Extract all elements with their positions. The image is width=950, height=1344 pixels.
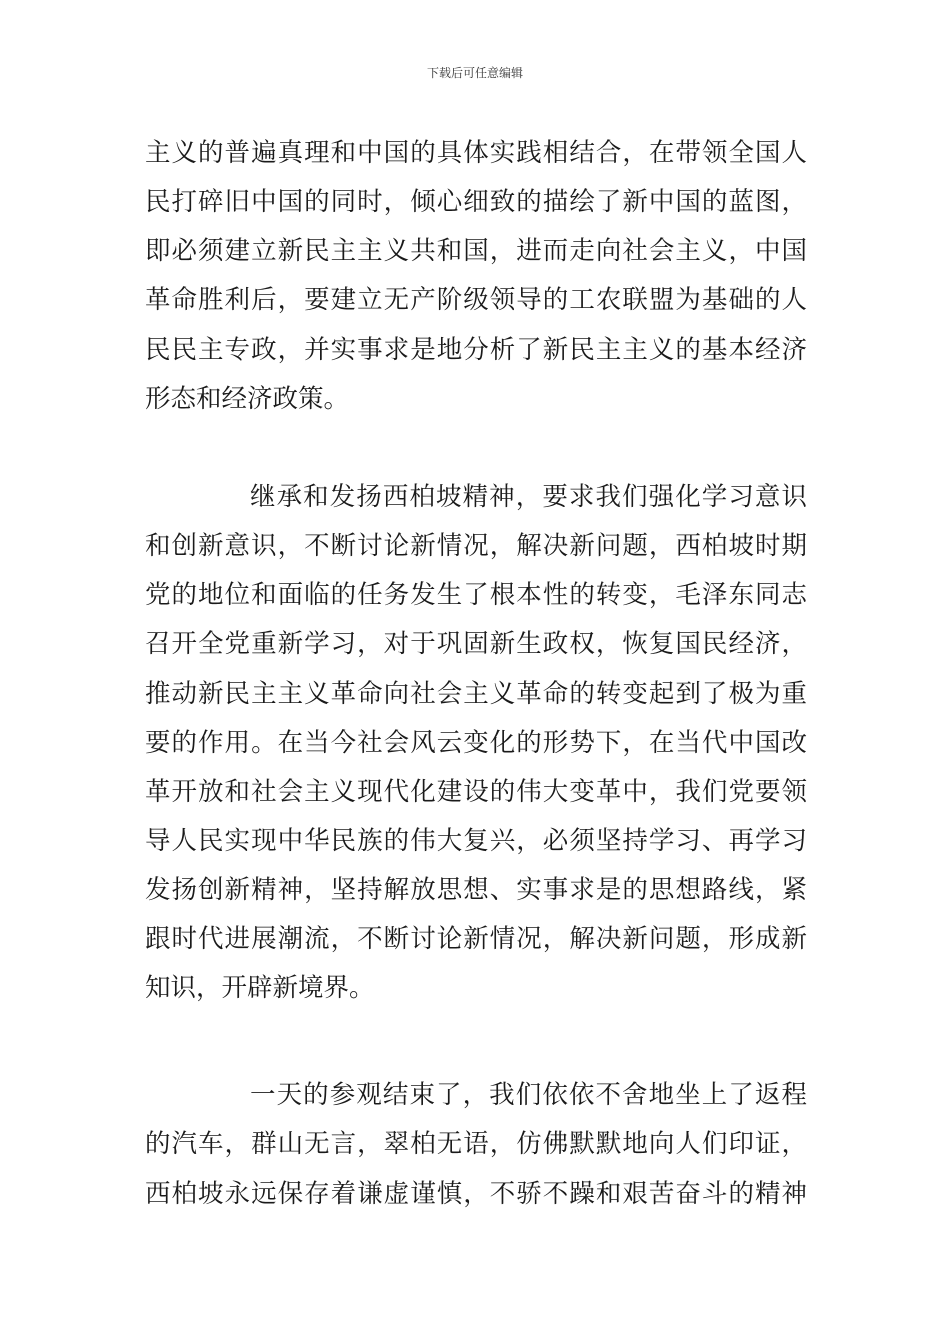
text-line: 推动新民主主义革命向社会主义革命的转变起到了极为重 [145,679,807,709]
text-line: 跟时代进展潮流，不断讨论新情况，解决新问题，形成新 [145,924,807,954]
text-line: 即必须建立新民主主义共和国，进而走向社会主义，中国 [145,236,807,266]
text-line: 的汽车，群山无言，翠柏无语，仿佛默默地向人们印证， [145,1129,807,1159]
text-line: 要的作用。在当今社会风云变化的形势下，在当代中国改 [145,728,807,758]
text-line: 一天的参观结束了，我们依依不舍地坐上了返程 [250,1080,807,1110]
text-line: 形态和经济政策。 [145,384,350,414]
text-line: 革开放和社会主义现代化建设的伟大变革中，我们党要领 [145,777,807,807]
text-line: 民民主专政，并实事求是地分析了新民主主义的基本经济 [145,335,807,365]
text-line: 民打碎旧中国的同时，倾心细致的描绘了新中国的蓝图， [145,187,807,217]
text-line: 召开全党重新学习，对于巩固新生政权，恢复国民经济， [145,629,807,659]
text-line: 继承和发扬西柏坡精神，要求我们强化学习意识 [250,482,807,512]
text-line: 知识，开辟新境界。 [145,973,375,1003]
text-line: 革命胜利后，要建立无产阶级领导的工农联盟为基础的人 [145,285,807,315]
watermark-header: 下载后可任意编辑 [426,66,523,80]
text-line: 主义的普遍真理和中国的具体实践相结合，在带领全国人 [145,138,807,168]
text-line: 导人民实现中华民族的伟大复兴，必须坚持学习、再学习 [145,826,807,856]
text-line: 发扬创新精神，坚持解放思想、实事求是的思想路线，紧 [145,875,807,905]
text-line: 党的地位和面临的任务发生了根本性的转变，毛泽东同志 [145,580,807,610]
text-line: 西柏坡永远保存着谦虚谨慎，不骄不躁和艰苦奋斗的精神 [145,1179,807,1209]
text-line: 和创新意识，不断讨论新情况，解决新问题，西柏坡时期 [145,531,807,561]
